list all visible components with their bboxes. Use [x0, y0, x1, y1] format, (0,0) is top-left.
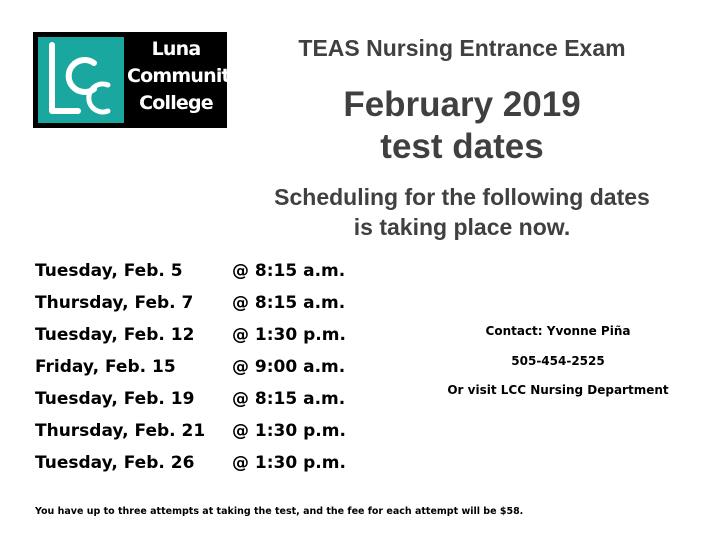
schedule-row	[35, 451, 355, 483]
schedule-row	[35, 419, 355, 451]
schedule-time: @ 8:15 a.m.	[232, 293, 346, 313]
schedule-row	[35, 259, 355, 291]
schedule-row	[35, 323, 355, 355]
schedule-time: @ 8:15 a.m.	[232, 389, 346, 409]
schedule-day: Tuesday, Feb. 26	[35, 453, 195, 473]
scheduling-notice-line-1: Scheduling for the following dates	[274, 184, 650, 210]
scheduling-notice	[232, 182, 692, 242]
lcc-monogram-icon	[38, 37, 124, 123]
logo-line-2: Community	[127, 65, 242, 87]
schedule-day: Tuesday, Feb. 5	[35, 261, 183, 281]
schedule-day: Thursday, Feb. 21	[35, 421, 206, 441]
schedule-row	[35, 387, 355, 419]
schedule-time: @ 1:30 p.m.	[232, 421, 346, 441]
schedule-time: @ 8:15 a.m.	[232, 261, 346, 281]
test-dates-heading	[232, 84, 692, 168]
logo-wordmark	[127, 36, 242, 117]
luna-community-college-logo	[33, 32, 242, 128]
scheduling-notice-line-2: is taking place now.	[353, 214, 571, 240]
logo-line-1: Luna	[151, 38, 201, 60]
test-dates-heading-line-2: test dates	[380, 127, 544, 166]
contact-visit: Or visit LCC Nursing Department	[447, 383, 669, 397]
contact-info	[428, 321, 688, 410]
contact-name: Contact: Yvonne Piña	[485, 324, 631, 338]
schedule-day: Thursday, Feb. 7	[35, 293, 194, 313]
schedule-time: @ 9:00 a.m.	[232, 357, 346, 377]
schedule-row	[35, 355, 355, 387]
contact-phone: 505-454-2525	[511, 353, 605, 368]
schedule-row	[35, 291, 355, 323]
schedule-time: @ 1:30 p.m.	[232, 453, 346, 473]
exam-title: TEAS Nursing Entrance Exam	[298, 35, 626, 61]
test-dates-heading-line-1: February 2019	[343, 85, 581, 124]
test-date-schedule	[35, 259, 355, 483]
schedule-day: Tuesday, Feb. 12	[35, 325, 195, 345]
logo-line-3: College	[139, 92, 213, 114]
attempts-fee-note: You have up to three attempts at taking the test, and the fee for each attempt will be $58.	[35, 506, 524, 517]
schedule-time: @ 1:30 p.m.	[232, 325, 346, 345]
schedule-day: Tuesday, Feb. 19	[35, 389, 195, 409]
schedule-day: Friday, Feb. 15	[35, 357, 176, 377]
